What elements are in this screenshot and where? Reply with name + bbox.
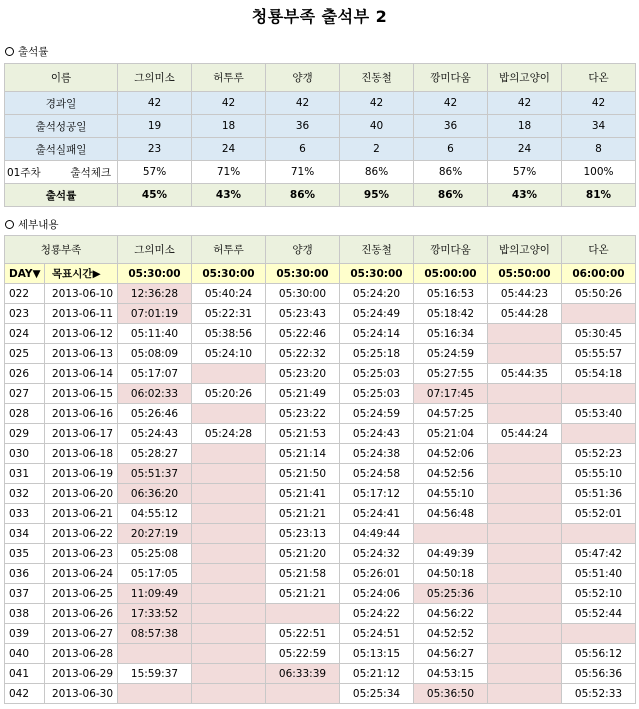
member-name-header: 깡미다움 (414, 64, 488, 92)
time-cell (488, 344, 562, 364)
summary-value-cell: 8 (562, 138, 636, 161)
check-value-cell: 57% (488, 161, 562, 184)
date-cell: 2013-06-27 (45, 624, 118, 644)
time-cell: 05:17:05 (118, 564, 192, 584)
table-row (5, 304, 636, 324)
time-cell: 05:54:18 (562, 364, 636, 384)
member-name-header: 양갱 (266, 64, 340, 92)
rate-label: 출석률 (5, 184, 118, 207)
summary-row (5, 92, 636, 115)
time-cell: 05:24:58 (340, 464, 414, 484)
time-cell: 05:40:24 (192, 284, 266, 304)
time-cell: 05:56:36 (562, 664, 636, 684)
time-cell: 04:56:27 (414, 644, 488, 664)
time-cell: 05:20:26 (192, 384, 266, 404)
summary-value-cell: 40 (340, 115, 414, 138)
date-cell: 2013-06-12 (45, 324, 118, 344)
time-cell (192, 444, 266, 464)
date-cell: 2013-06-20 (45, 484, 118, 504)
day-cell: 039 (5, 624, 45, 644)
summary-value-cell: 24 (192, 138, 266, 161)
time-cell: 05:13:15 (340, 644, 414, 664)
time-cell (562, 524, 636, 544)
day-cell: 040 (5, 644, 45, 664)
check-value-cell: 86% (340, 161, 414, 184)
time-cell: 05:26:01 (340, 564, 414, 584)
date-cell: 2013-06-18 (45, 444, 118, 464)
date-cell: 2013-06-17 (45, 424, 118, 444)
time-cell: 04:50:18 (414, 564, 488, 584)
rate-value-cell: 95% (340, 184, 414, 207)
time-cell: 05:23:22 (266, 404, 340, 424)
section-label: 세부내용 (18, 219, 59, 231)
day-cell: 038 (5, 604, 45, 624)
time-cell (192, 584, 266, 604)
attendance-rate-row (5, 184, 636, 207)
time-cell: 05:21:20 (266, 544, 340, 564)
date-cell: 2013-06-26 (45, 604, 118, 624)
day-cell: 041 (5, 664, 45, 684)
time-cell: 05:23:20 (266, 364, 340, 384)
day-cell: 023 (5, 304, 45, 324)
table-row (5, 424, 636, 444)
time-cell: 05:24:51 (340, 624, 414, 644)
table-row (5, 664, 636, 684)
time-cell: 05:22:46 (266, 324, 340, 344)
table-row (5, 404, 636, 424)
check-value-cell: 71% (266, 161, 340, 184)
detail-header-row (5, 236, 636, 264)
time-cell: 05:24:06 (340, 584, 414, 604)
day-cell: 026 (5, 364, 45, 384)
date-cell: 2013-06-19 (45, 464, 118, 484)
time-cell (414, 524, 488, 544)
time-cell: 05:24:22 (340, 604, 414, 624)
time-cell: 05:25:36 (414, 584, 488, 604)
time-cell (488, 624, 562, 644)
time-cell: 05:25:03 (340, 384, 414, 404)
time-cell: 04:49:39 (414, 544, 488, 564)
table-row (5, 504, 636, 524)
section-heading-details (5, 217, 59, 232)
section-label: 출석률 (18, 46, 49, 58)
day-cell: 027 (5, 384, 45, 404)
table-row (5, 284, 636, 304)
target-time-cell: 05:30:00 (266, 264, 340, 284)
time-cell: 07:01:19 (118, 304, 192, 324)
summary-row (5, 115, 636, 138)
target-time-cell: 05:00:00 (414, 264, 488, 284)
time-cell: 05:22:31 (192, 304, 266, 324)
time-cell (488, 584, 562, 604)
day-header-cell: DAY▼ (5, 264, 45, 284)
time-cell: 05:44:35 (488, 364, 562, 384)
time-cell: 05:21:04 (414, 424, 488, 444)
check-value-cell: 71% (192, 161, 266, 184)
rate-value-cell: 43% (488, 184, 562, 207)
day-cell: 032 (5, 484, 45, 504)
time-cell (192, 504, 266, 524)
date-cell: 2013-06-30 (45, 684, 118, 704)
target-time-cell: 05:30:00 (340, 264, 414, 284)
time-cell: 05:18:42 (414, 304, 488, 324)
table-row (5, 484, 636, 504)
time-cell: 05:55:57 (562, 344, 636, 364)
table-row (5, 364, 636, 384)
time-cell: 05:24:41 (340, 504, 414, 524)
table-row (5, 444, 636, 464)
time-cell: 05:08:09 (118, 344, 192, 364)
time-cell: 04:49:44 (340, 524, 414, 544)
date-cell: 2013-06-14 (45, 364, 118, 384)
time-cell (488, 564, 562, 584)
table-row (5, 464, 636, 484)
time-cell: 05:55:10 (562, 464, 636, 484)
member-name-header: 진동철 (340, 236, 414, 264)
circle-bullet-icon (5, 47, 14, 56)
time-cell: 05:11:40 (118, 324, 192, 344)
time-cell: 05:24:43 (340, 424, 414, 444)
day-cell: 033 (5, 504, 45, 524)
time-cell: 05:24:49 (340, 304, 414, 324)
time-cell (488, 384, 562, 404)
time-cell: 05:24:28 (192, 424, 266, 444)
time-cell (192, 544, 266, 564)
date-cell: 2013-06-21 (45, 504, 118, 524)
day-cell: 025 (5, 344, 45, 364)
time-cell: 05:36:50 (414, 684, 488, 704)
time-cell: 05:24:20 (340, 284, 414, 304)
page-title: 청룡부족 출석부 2 (251, 7, 388, 26)
summary-value-cell: 24 (488, 138, 562, 161)
date-cell: 2013-06-24 (45, 564, 118, 584)
time-cell: 05:52:23 (562, 444, 636, 464)
day-cell: 037 (5, 584, 45, 604)
summary-value-cell: 42 (562, 92, 636, 115)
day-cell: 028 (5, 404, 45, 424)
time-cell (192, 524, 266, 544)
date-cell: 2013-06-25 (45, 584, 118, 604)
summary-value-cell: 6 (266, 138, 340, 161)
weekly-check-label-wrap (5, 165, 117, 180)
day-cell: 034 (5, 524, 45, 544)
time-cell: 05:56:12 (562, 644, 636, 664)
time-cell (192, 644, 266, 664)
time-cell: 05:21:14 (266, 444, 340, 464)
time-cell (488, 664, 562, 684)
summary-value-cell: 6 (414, 138, 488, 161)
time-cell: 04:52:52 (414, 624, 488, 644)
member-name-header: 깡미다움 (414, 236, 488, 264)
time-cell: 05:24:43 (118, 424, 192, 444)
day-cell: 042 (5, 684, 45, 704)
time-cell: 05:16:53 (414, 284, 488, 304)
summary-value-cell: 23 (118, 138, 192, 161)
time-cell: 17:33:52 (118, 604, 192, 624)
time-cell (488, 324, 562, 344)
time-cell: 04:55:10 (414, 484, 488, 504)
time-cell (488, 524, 562, 544)
check-label: 출석체크 (70, 166, 111, 179)
time-cell (266, 684, 340, 704)
section-heading-attendance-rate (5, 44, 48, 59)
row-label: 출석실패일 (5, 138, 118, 161)
table-row (5, 524, 636, 544)
time-cell: 05:51:36 (562, 484, 636, 504)
date-cell: 2013-06-10 (45, 284, 118, 304)
tribe-header-cell: 청룡부족 (5, 236, 118, 264)
summary-value-cell: 19 (118, 115, 192, 138)
time-cell: 05:22:59 (266, 644, 340, 664)
table-row (5, 684, 636, 704)
day-cell: 024 (5, 324, 45, 344)
time-cell (118, 684, 192, 704)
time-cell: 05:25:03 (340, 364, 414, 384)
check-value-cell: 86% (414, 161, 488, 184)
target-time-row (5, 264, 636, 284)
summary-value-cell: 18 (488, 115, 562, 138)
time-cell (192, 604, 266, 624)
weekly-check-row (5, 161, 636, 184)
time-cell (562, 424, 636, 444)
time-cell (488, 604, 562, 624)
member-name-header: 밥의고양이 (488, 64, 562, 92)
target-time-cell: 05:30:00 (118, 264, 192, 284)
time-cell: 05:28:27 (118, 444, 192, 464)
date-cell: 2013-06-22 (45, 524, 118, 544)
time-cell: 07:17:45 (414, 384, 488, 404)
time-cell: 06:36:20 (118, 484, 192, 504)
target-time-cell: 05:50:00 (488, 264, 562, 284)
time-cell: 05:24:10 (192, 344, 266, 364)
date-cell: 2013-06-29 (45, 664, 118, 684)
time-cell: 05:50:26 (562, 284, 636, 304)
time-cell (192, 624, 266, 644)
summary-header-row (5, 64, 636, 92)
time-cell: 05:17:07 (118, 364, 192, 384)
time-cell: 05:26:46 (118, 404, 192, 424)
row-label: 경과일 (5, 92, 118, 115)
time-cell (488, 644, 562, 664)
member-name-header: 진동철 (340, 64, 414, 92)
row-label: 출석성공일 (5, 115, 118, 138)
time-cell: 05:44:24 (488, 424, 562, 444)
time-cell: 05:47:42 (562, 544, 636, 564)
weekly-check-label (5, 161, 118, 184)
date-cell: 2013-06-23 (45, 544, 118, 564)
time-cell: 05:44:28 (488, 304, 562, 324)
time-cell: 12:36:28 (118, 284, 192, 304)
member-name-header: 그의미소 (118, 236, 192, 264)
day-cell: 022 (5, 284, 45, 304)
rate-value-cell: 81% (562, 184, 636, 207)
time-cell: 05:30:00 (266, 284, 340, 304)
summary-value-cell: 34 (562, 115, 636, 138)
summary-value-cell: 36 (414, 115, 488, 138)
summary-value-cell: 42 (192, 92, 266, 115)
day-cell: 036 (5, 564, 45, 584)
date-cell: 2013-06-13 (45, 344, 118, 364)
table-row (5, 584, 636, 604)
target-time-cell: 06:00:00 (562, 264, 636, 284)
time-cell (192, 484, 266, 504)
time-cell (488, 504, 562, 524)
summary-value-cell: 42 (414, 92, 488, 115)
time-cell: 05:21:12 (340, 664, 414, 684)
day-cell: 035 (5, 544, 45, 564)
table-row (5, 544, 636, 564)
summary-value-cell: 42 (340, 92, 414, 115)
time-cell: 05:24:38 (340, 444, 414, 464)
time-cell: 05:38:56 (192, 324, 266, 344)
target-time-label: 목표시간▶ (45, 264, 118, 284)
time-cell: 04:57:25 (414, 404, 488, 424)
check-value-cell: 100% (562, 161, 636, 184)
date-cell: 2013-06-16 (45, 404, 118, 424)
time-cell: 05:24:32 (340, 544, 414, 564)
table-row (5, 384, 636, 404)
time-cell (488, 464, 562, 484)
time-cell (192, 664, 266, 684)
day-cell: 029 (5, 424, 45, 444)
time-cell: 05:27:55 (414, 364, 488, 384)
time-cell (192, 464, 266, 484)
time-cell: 05:52:01 (562, 504, 636, 524)
time-cell: 05:24:59 (414, 344, 488, 364)
time-cell (488, 484, 562, 504)
time-cell (562, 384, 636, 404)
time-cell: 05:22:51 (266, 624, 340, 644)
time-cell: 05:25:34 (340, 684, 414, 704)
summary-value-cell: 18 (192, 115, 266, 138)
time-cell: 11:09:49 (118, 584, 192, 604)
time-cell: 05:21:49 (266, 384, 340, 404)
date-cell: 2013-06-11 (45, 304, 118, 324)
time-cell: 05:21:53 (266, 424, 340, 444)
day-cell: 031 (5, 464, 45, 484)
time-cell: 05:21:41 (266, 484, 340, 504)
member-name-header: 다온 (562, 236, 636, 264)
date-cell: 2013-06-15 (45, 384, 118, 404)
time-cell: 05:52:33 (562, 684, 636, 704)
day-cell: 030 (5, 444, 45, 464)
member-name-header: 양갱 (266, 236, 340, 264)
member-name-header: 그의미소 (118, 64, 192, 92)
time-cell (488, 404, 562, 424)
time-cell: 05:21:21 (266, 584, 340, 604)
time-cell: 05:52:44 (562, 604, 636, 624)
table-row (5, 644, 636, 664)
time-cell: 05:53:40 (562, 404, 636, 424)
time-cell: 05:51:37 (118, 464, 192, 484)
time-cell: 05:16:34 (414, 324, 488, 344)
date-cell: 2013-06-28 (45, 644, 118, 664)
time-cell: 05:25:08 (118, 544, 192, 564)
table-row (5, 624, 636, 644)
time-cell (488, 684, 562, 704)
time-cell: 04:56:22 (414, 604, 488, 624)
rate-value-cell: 86% (414, 184, 488, 207)
time-cell: 05:23:43 (266, 304, 340, 324)
time-cell: 05:21:58 (266, 564, 340, 584)
time-cell: 06:02:33 (118, 384, 192, 404)
table-row (5, 344, 636, 364)
attendance-detail-table (4, 235, 636, 704)
summary-row (5, 138, 636, 161)
summary-value-cell: 2 (340, 138, 414, 161)
time-cell: 08:57:38 (118, 624, 192, 644)
rate-value-cell: 45% (118, 184, 192, 207)
circle-bullet-icon (5, 220, 14, 229)
time-cell (192, 404, 266, 424)
time-cell: 20:27:19 (118, 524, 192, 544)
time-cell (118, 644, 192, 664)
time-cell: 05:22:32 (266, 344, 340, 364)
rate-value-cell: 43% (192, 184, 266, 207)
time-cell: 05:21:50 (266, 464, 340, 484)
time-cell (266, 604, 340, 624)
name-header-cell: 이름 (5, 64, 118, 92)
summary-value-cell: 36 (266, 115, 340, 138)
target-time-cell: 05:30:00 (192, 264, 266, 284)
time-cell (192, 364, 266, 384)
time-cell: 05:30:45 (562, 324, 636, 344)
member-name-header: 허투루 (192, 64, 266, 92)
time-cell: 05:21:21 (266, 504, 340, 524)
time-cell (192, 564, 266, 584)
time-cell: 05:44:23 (488, 284, 562, 304)
time-cell: 05:24:14 (340, 324, 414, 344)
time-cell (562, 304, 636, 324)
time-cell: 05:52:10 (562, 584, 636, 604)
member-name-header: 허투루 (192, 236, 266, 264)
time-cell: 05:17:12 (340, 484, 414, 504)
week-label: 01주차 (7, 166, 41, 179)
time-cell (488, 544, 562, 564)
time-cell: 04:55:12 (118, 504, 192, 524)
summary-value-cell: 42 (118, 92, 192, 115)
attendance-summary-table (4, 63, 636, 207)
table-row (5, 564, 636, 584)
time-cell: 05:51:40 (562, 564, 636, 584)
time-cell: 04:52:06 (414, 444, 488, 464)
time-cell: 05:24:59 (340, 404, 414, 424)
time-cell: 04:56:48 (414, 504, 488, 524)
time-cell: 06:33:39 (266, 664, 340, 684)
summary-value-cell: 42 (266, 92, 340, 115)
time-cell (488, 444, 562, 464)
table-row (5, 604, 636, 624)
check-value-cell: 57% (118, 161, 192, 184)
time-cell: 15:59:37 (118, 664, 192, 684)
time-cell: 05:25:18 (340, 344, 414, 364)
member-name-header: 밥의고양이 (488, 236, 562, 264)
time-cell (562, 624, 636, 644)
member-name-header: 다온 (562, 64, 636, 92)
time-cell (192, 684, 266, 704)
summary-value-cell: 42 (488, 92, 562, 115)
rate-value-cell: 86% (266, 184, 340, 207)
time-cell: 04:52:56 (414, 464, 488, 484)
time-cell: 05:23:13 (266, 524, 340, 544)
table-row (5, 324, 636, 344)
time-cell: 04:53:15 (414, 664, 488, 684)
